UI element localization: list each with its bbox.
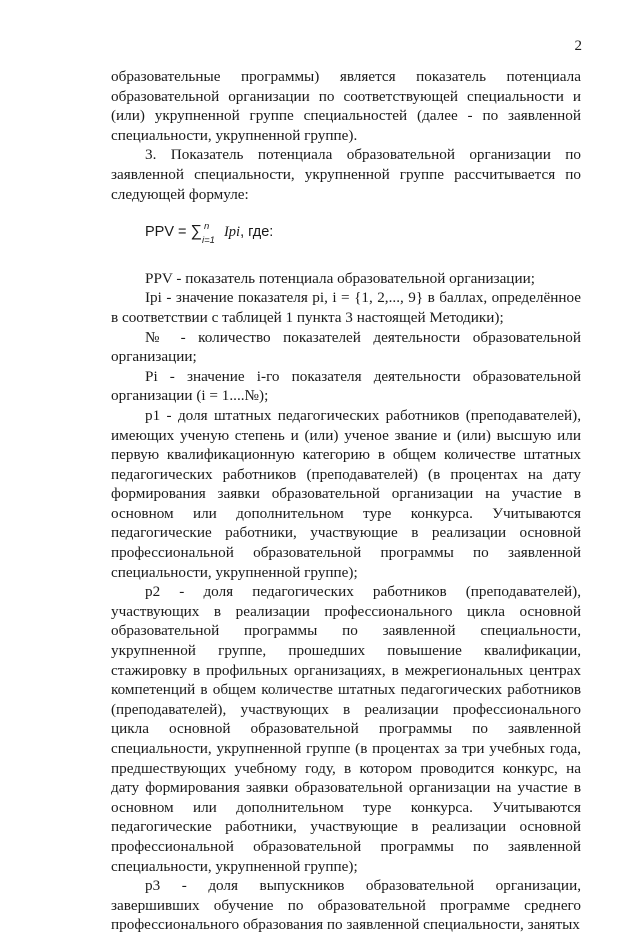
paragraph: Pi - значение i-го показателя деятельности образовательной организации (i = 1....№); xyxy=(111,367,581,405)
document-body xyxy=(111,67,581,935)
paragraph: p2 - доля педагогических работников (преподавателей), участвующих в реализации профессионального цикла основной образовательной программы по заявленной специальности, укрупненной группе, прошедших повышение квалификации, стажировку в профильных организациях, в межрегиональных центрах компетенций в общем количестве штатных педагогических работников (преподавателей), участвующих в реализации профессионального цикла основной образовательной программы по заявленной специальности, укрупненной группе (в процентах за три учебных года, предшествующих учебному году, в котором проводится конкурс, на дату формирования заявки образовательной организации на участие в основном или дополнительном туре конкурса. Учитываются педагогические работники, участвующие в реализации основной профессиональной образовательной программы по заявленной специальности, укрупненной группе); xyxy=(111,583,581,875)
paragraph: № - количество показателей деятельности образовательной организации; xyxy=(111,328,581,366)
formula-lhs: PPV = xyxy=(145,224,191,241)
sum-limits xyxy=(201,221,224,247)
paragraph: Ipi - значение показателя pi, i = {1, 2,..., 9} в баллах, определённое в соответствии с таблицей 1 пункта 3 настоящей Методики); xyxy=(111,289,581,326)
sum-symbol: ∑ xyxy=(190,223,202,241)
page-number: 2 xyxy=(574,38,582,54)
paragraph: 3. Показатель потенциала образовательной организации по заявленной специальности, укрупненной группе рассчитывается по следующей формуле: xyxy=(111,146,581,203)
formula-term: Ipi xyxy=(223,224,241,241)
paragraph: p3 - доля выпускников образовательной организации, завершивших обучение по образовательной программе среднего профессионального образования по заявленной специальности, занятых xyxy=(111,877,581,934)
paragraph: p1 - доля штатных педагогических работников (преподавателей), имеющих ученую степень и (или) ученое звание и (или) высшую или первую квалификационную категорию в общем количестве штатных педагогических работников (преподавателей) (в процентах на дату формирования заявки образовательной организации на участие в основном или дополнительном туре конкурса. Учитываются педагогические работники, участвующие в реализации основной профессиональной образовательной программы по заявленной специальности, укрупненной группе); xyxy=(111,406,581,581)
paragraph: PPV - показатель потенциала образовательной организации; xyxy=(145,269,535,287)
paragraph: образовательные программы) является показатель потенциала образовательной организации по соответствующей специальности и (или) укрупненной группе специальностей (далее - по заявленной специальности, укрупненной группе). xyxy=(111,68,581,144)
formula-suffix: , где: xyxy=(240,224,274,241)
sum-lower-limit: i=1 xyxy=(201,235,215,247)
sum-upper-limit: n xyxy=(203,221,210,233)
ppv-formula xyxy=(145,221,581,247)
